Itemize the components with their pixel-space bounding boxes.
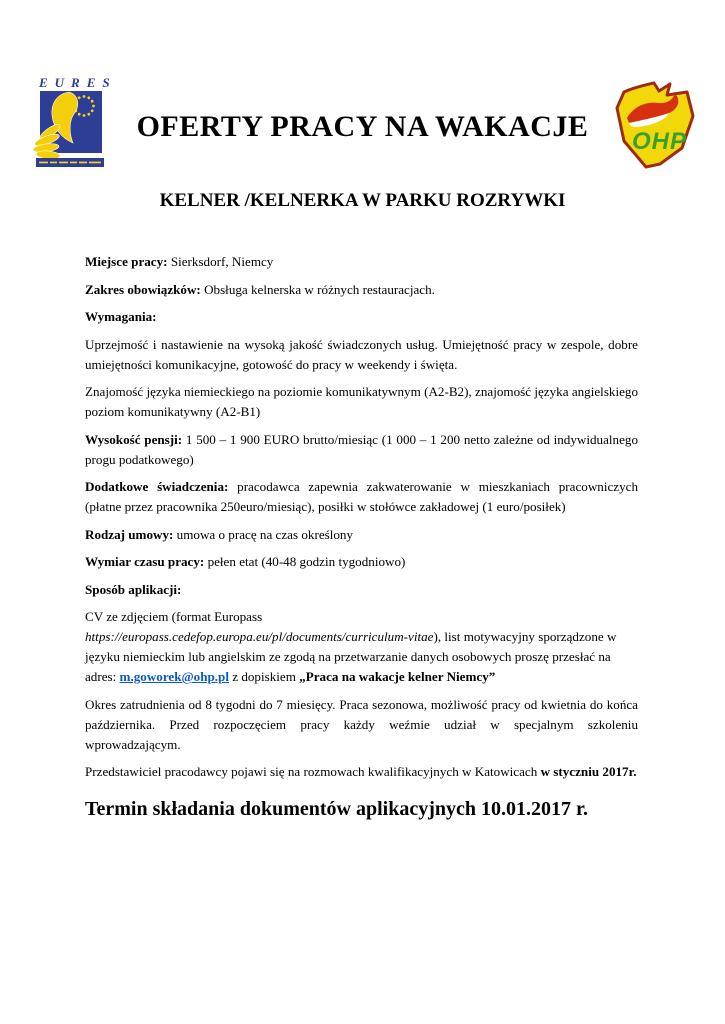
europass-url: https://europass.cedefop.europa.eu/pl/documents/curriculum-vitae — [85, 629, 434, 644]
paragraph-wymagania-1: Uprzejmość i nastawienie na wysoką jakość świadczonych usług. Umiejętność pracy w zespole, dobre umiejętności komunikacyjne, gotowość do pracy w weekendy i święta. — [85, 336, 638, 372]
aplikacja-after-email: z dopiskiem — [228, 669, 300, 684]
field-rodzaj-umowy-label: Rodzaj umowy: — [85, 526, 174, 542]
field-zakres-obowiazkow-label: Zakres obowiązków: — [85, 281, 201, 297]
field-wysokosc-pensji-label: Wysokość pensji: — [85, 431, 183, 447]
paragraph-sposob-aplikacji — [85, 607, 638, 687]
page-title: OFERTY PRACY NA WAKACJE — [136, 110, 589, 143]
ohp-shield-icon — [610, 78, 698, 172]
ohp-logo — [610, 78, 698, 172]
section-heading-wymagania: Wymagania: — [85, 309, 157, 324]
paragraph-wymagania-2: Znajomość języka niemieckiego na poziomie komunikatywnym (A2-B2), znajomość języka angielskiego poziom komunikatywny (A2-B1) — [85, 384, 638, 419]
przedstawiciel-text: Przedstawiciel pracodawcy pojawi się na rozmowach kwalifikacyjnych w Katowicach — [85, 764, 541, 779]
field-zakres-obowiazkow-value: Obsługa kelnerska w różnych restauracjach. — [204, 281, 435, 297]
aplikacja-intro: CV ze zdjęciem (format Europass — [85, 609, 263, 624]
field-wymiar-czasu-pracy — [85, 552, 638, 572]
field-wymiar-czasu-pracy-label: Wymiar czasu pracy: — [85, 554, 205, 569]
field-wysokosc-pensji-value: 1 500 – 1 900 EURO brutto/miesiąc (1 000 – 1 200 netto zależne od indywidualnego progu podatkowego) — [85, 431, 638, 467]
section-heading-sposob-aplikacji: Sposób aplikacji: — [85, 581, 182, 597]
job-title: KELNER /KELNERKA W PARKU ROZRYWKI — [159, 190, 566, 211]
email-link[interactable]: m.goworek@ohp.pl — [119, 669, 229, 684]
field-rodzaj-umowy — [85, 525, 638, 545]
field-miejsce-pracy-value: Sierksdorf, Niemcy — [170, 254, 274, 269]
field-zakres-obowiazkow — [85, 280, 638, 300]
document-body — [85, 252, 638, 830]
paragraph-okres-zatrudnienia: Okres zatrudnienia od 8 tygodni do 7 miesięcy. Praca sezonowa, możliwość pracy od kwietnia do końca października. Przed rozpoczęciem pracy każdy weźmie udział w specjalnym szkoleniu wprowadzającym. — [85, 696, 638, 752]
ohp-wordmark: OHP — [632, 128, 688, 155]
field-wysokosc-pensji — [85, 430, 638, 470]
aplikacja-middle: ), list motywacyjny sporządzone w języku niemieckim lub angielskim ze zgodą na przetwarzanie danych osobowych proszę przesłać na adres: — [85, 629, 617, 684]
field-rodzaj-umowy-value: umowa o pracę na czas określony — [176, 526, 354, 542]
field-dodatkowe-swiadczenia-label: Dodatkowe świadczenia: — [85, 479, 229, 494]
field-miejsce-pracy — [85, 252, 638, 272]
paragraph-przedstawiciel — [85, 762, 638, 782]
przedstawiciel-date: w styczniu 2017r. — [540, 764, 637, 779]
deadline-heading: Termin składania dokumentów aplikacyjnych 10.01.2017 r. — [85, 798, 589, 820]
field-dodatkowe-swiadczenia-value: pracodawca zapewnia zakwaterowanie w mieszkaniach pracowniczych (płatne przez pracownika 250euro/miesiąc), posiłki w stołówce zakładowej (1 euro/posiłek) — [85, 479, 638, 514]
field-wymiar-czasu-pracy-value: pełen etat (40-48 godzin tygodniowo) — [207, 554, 406, 569]
field-dodatkowe-swiadczenia — [85, 477, 638, 517]
aplikacja-dopisek: „Praca na wakacje kelner Niemcy” — [299, 669, 496, 684]
eures-wordmark: EURES — [39, 75, 117, 90]
field-miejsce-pracy-label: Miejsce pracy: — [85, 254, 168, 269]
